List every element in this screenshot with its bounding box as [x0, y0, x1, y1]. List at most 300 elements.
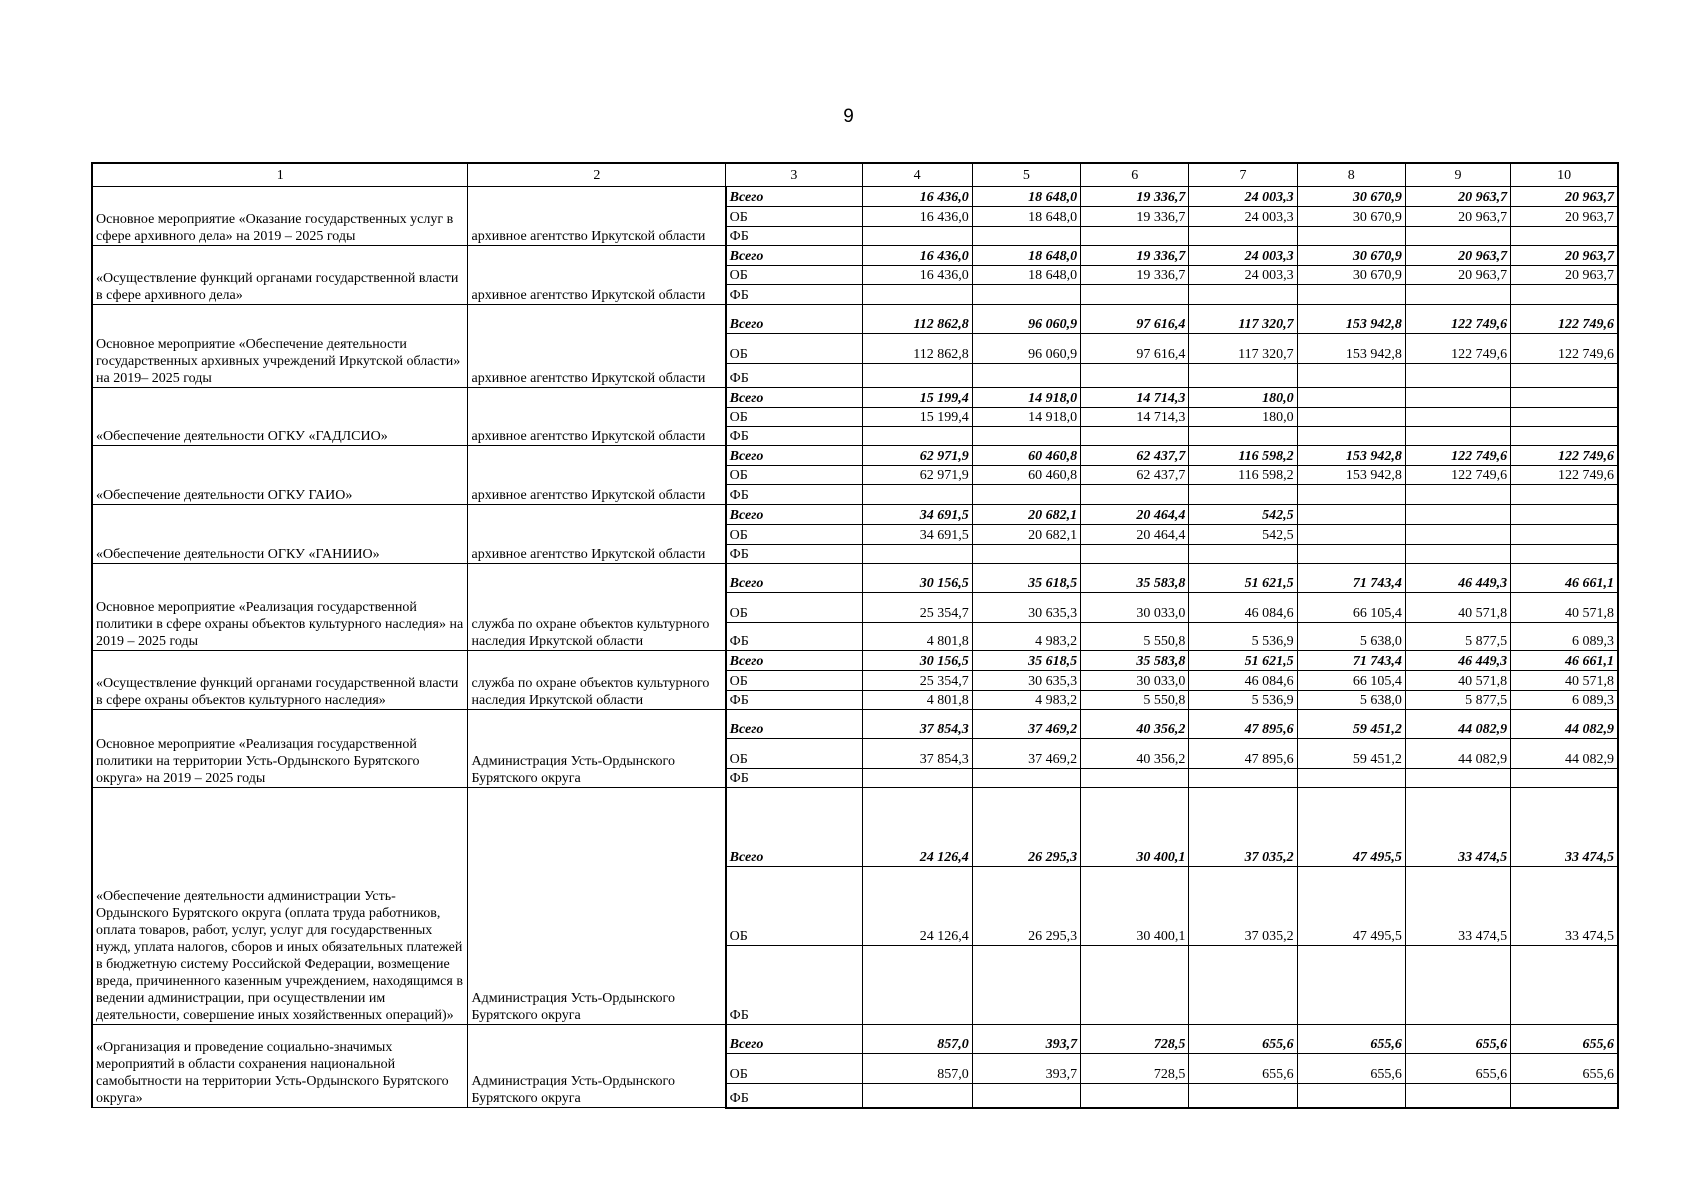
amount-cell: 47 495,5	[1297, 867, 1405, 946]
amount-cell	[862, 545, 972, 564]
amount-cell: 33 474,5	[1511, 867, 1618, 946]
amount-cell	[972, 946, 1080, 1025]
amount-cell: 51 621,5	[1189, 651, 1297, 671]
funding-source-ob: ОБ	[726, 466, 862, 485]
executor: архивное агентство Иркутской области	[468, 505, 726, 564]
amount-cell	[1189, 364, 1297, 388]
amount-cell	[862, 285, 972, 305]
amount-cell: 24 003,3	[1189, 266, 1297, 285]
funding-source-fb: ФБ	[726, 1084, 862, 1108]
amount-cell	[1081, 946, 1189, 1025]
amount-cell	[1511, 505, 1618, 525]
amount-cell: 24 003,3	[1189, 187, 1297, 207]
amount-cell: 20 963,7	[1511, 266, 1618, 285]
amount-cell: 47 895,6	[1189, 710, 1297, 739]
amount-cell	[1189, 545, 1297, 564]
amount-cell: 24 126,4	[862, 867, 972, 946]
funding-source-fb: ФБ	[726, 946, 862, 1025]
amount-cell: 655,6	[1405, 1025, 1510, 1054]
amount-cell: 393,7	[972, 1054, 1080, 1084]
funding-source-ob: ОБ	[726, 525, 862, 545]
amount-cell: 19 336,7	[1081, 207, 1189, 227]
amount-cell	[1405, 946, 1510, 1025]
amount-cell: 5 550,8	[1081, 623, 1189, 651]
row-2-total	[92, 246, 1618, 266]
amount-cell: 6 089,3	[1511, 623, 1618, 651]
amount-cell: 46 661,1	[1511, 651, 1618, 671]
amount-cell: 71 743,4	[1297, 651, 1405, 671]
amount-cell	[1405, 1084, 1510, 1108]
amount-cell	[1405, 427, 1510, 446]
amount-cell: 122 749,6	[1511, 446, 1618, 466]
funding-source-ob: ОБ	[726, 334, 862, 364]
amount-cell	[862, 364, 972, 388]
amount-cell: 655,6	[1297, 1025, 1405, 1054]
page-number: 9	[843, 106, 854, 127]
amount-cell: 14 714,3	[1081, 408, 1189, 427]
budget-table	[91, 162, 1619, 1109]
amount-cell	[972, 1084, 1080, 1108]
funding-source-ob: ОБ	[726, 593, 862, 623]
funding-source-fb: ФБ	[726, 227, 862, 246]
amount-cell	[1511, 545, 1618, 564]
amount-cell: 46 661,1	[1511, 564, 1618, 593]
amount-cell	[1405, 525, 1510, 545]
amount-cell	[1081, 1084, 1189, 1108]
funding-source-total: Всего	[726, 788, 862, 867]
amount-cell: 20 682,1	[972, 525, 1080, 545]
amount-cell: 393,7	[972, 1025, 1080, 1054]
amount-cell: 34 691,5	[862, 525, 972, 545]
column-header-9: 9	[1405, 163, 1510, 187]
amount-cell	[1511, 285, 1618, 305]
amount-cell	[972, 769, 1080, 788]
amount-cell: 40 571,8	[1405, 593, 1510, 623]
amount-cell: 62 437,7	[1081, 446, 1189, 466]
amount-cell: 30 033,0	[1081, 671, 1189, 691]
amount-cell: 6 089,3	[1511, 691, 1618, 710]
activity-name: «Осуществление функций органами государственной власти в сфере архивного дела»	[92, 246, 468, 305]
amount-cell	[1297, 408, 1405, 427]
amount-cell: 112 862,8	[862, 305, 972, 334]
amount-cell	[1297, 427, 1405, 446]
amount-cell: 655,6	[1511, 1054, 1618, 1084]
amount-cell: 66 105,4	[1297, 593, 1405, 623]
funding-source-fb: ФБ	[726, 285, 862, 305]
amount-cell	[1297, 525, 1405, 545]
column-header-10: 10	[1511, 163, 1618, 187]
funding-source-ob: ОБ	[726, 867, 862, 946]
amount-cell: 14 714,3	[1081, 388, 1189, 408]
amount-cell: 35 583,8	[1081, 564, 1189, 593]
amount-cell: 37 854,3	[862, 739, 972, 769]
amount-cell	[1405, 485, 1510, 505]
funding-source-total: Всего	[726, 446, 862, 466]
amount-cell: 47 895,6	[1189, 739, 1297, 769]
amount-cell: 14 918,0	[972, 388, 1080, 408]
amount-cell: 20 963,7	[1405, 246, 1510, 266]
amount-cell	[972, 227, 1080, 246]
amount-cell: 34 691,5	[862, 505, 972, 525]
activity-name: «Обеспечение деятельности ОГКУ ГАИО»	[92, 446, 468, 505]
amount-cell: 20 963,7	[1511, 187, 1618, 207]
amount-cell	[1511, 427, 1618, 446]
amount-cell: 153 942,8	[1297, 334, 1405, 364]
amount-cell: 30 670,9	[1297, 246, 1405, 266]
amount-cell	[1405, 545, 1510, 564]
funding-source-total: Всего	[726, 305, 862, 334]
amount-cell: 857,0	[862, 1054, 972, 1084]
funding-source-fb: ФБ	[726, 769, 862, 788]
amount-cell: 15 199,4	[862, 408, 972, 427]
amount-cell: 117 320,7	[1189, 334, 1297, 364]
amount-cell: 96 060,9	[972, 334, 1080, 364]
amount-cell: 30 635,3	[972, 593, 1080, 623]
funding-source-ob: ОБ	[726, 739, 862, 769]
amount-cell: 14 918,0	[972, 408, 1080, 427]
amount-cell: 46 449,3	[1405, 564, 1510, 593]
amount-cell	[1405, 408, 1510, 427]
amount-cell: 40 571,8	[1405, 671, 1510, 691]
amount-cell: 30 400,1	[1081, 867, 1189, 946]
amount-cell: 16 436,0	[862, 207, 972, 227]
column-header-4: 4	[862, 163, 972, 187]
funding-source-total: Всего	[726, 246, 862, 266]
amount-cell: 153 942,8	[1297, 446, 1405, 466]
amount-cell: 18 648,0	[972, 207, 1080, 227]
amount-cell: 18 648,0	[972, 266, 1080, 285]
amount-cell: 26 295,3	[972, 867, 1080, 946]
column-header-7: 7	[1189, 163, 1297, 187]
amount-cell: 4 801,8	[862, 691, 972, 710]
amount-cell: 655,6	[1189, 1025, 1297, 1054]
amount-cell: 122 749,6	[1405, 466, 1510, 485]
amount-cell: 97 616,4	[1081, 334, 1189, 364]
amount-cell	[1405, 364, 1510, 388]
amount-cell: 542,5	[1189, 505, 1297, 525]
amount-cell	[1511, 388, 1618, 408]
amount-cell: 4 983,2	[972, 691, 1080, 710]
activity-name: Основное мероприятие «Реализация государственной политики на территории Усть-Ордынского Бурятского округа» на 2019 – 2025 годы	[92, 710, 468, 788]
amount-cell: 60 460,8	[972, 446, 1080, 466]
amount-cell: 33 474,5	[1405, 867, 1510, 946]
amount-cell	[972, 545, 1080, 564]
amount-cell: 24 126,4	[862, 788, 972, 867]
amount-cell: 4 983,2	[972, 623, 1080, 651]
amount-cell: 40 356,2	[1081, 739, 1189, 769]
amount-cell: 30 400,1	[1081, 788, 1189, 867]
amount-cell: 40 356,2	[1081, 710, 1189, 739]
amount-cell: 122 749,6	[1405, 446, 1510, 466]
amount-cell: 62 971,9	[862, 466, 972, 485]
amount-cell: 30 033,0	[1081, 593, 1189, 623]
amount-cell: 33 474,5	[1511, 788, 1618, 867]
amount-cell: 59 451,2	[1297, 739, 1405, 769]
amount-cell: 5 638,0	[1297, 691, 1405, 710]
amount-cell	[1511, 769, 1618, 788]
amount-cell: 18 648,0	[972, 246, 1080, 266]
amount-cell	[1189, 427, 1297, 446]
amount-cell: 47 495,5	[1297, 788, 1405, 867]
column-header-6: 6	[1081, 163, 1189, 187]
amount-cell: 46 084,6	[1189, 593, 1297, 623]
amount-cell: 20 963,7	[1405, 187, 1510, 207]
funding-source-fb: ФБ	[726, 427, 862, 446]
amount-cell	[1297, 545, 1405, 564]
executor: Администрация Усть-Ордынского Бурятского округа	[468, 710, 726, 788]
amount-cell: 66 105,4	[1297, 671, 1405, 691]
amount-cell: 153 942,8	[1297, 305, 1405, 334]
amount-cell	[1511, 364, 1618, 388]
row-3-total	[92, 305, 1618, 334]
amount-cell: 46 084,6	[1189, 671, 1297, 691]
amount-cell	[1297, 946, 1405, 1025]
activity-name: Основное мероприятие «Обеспечение деятельности государственных архивных учреждений Иркутской области» на 2019– 2025 годы	[92, 305, 468, 388]
amount-cell: 15 199,4	[862, 388, 972, 408]
amount-cell	[862, 769, 972, 788]
executor: архивное агентство Иркутской области	[468, 446, 726, 505]
amount-cell: 153 942,8	[1297, 466, 1405, 485]
executor: архивное агентство Иркутской области	[468, 187, 726, 246]
amount-cell	[1297, 505, 1405, 525]
funding-source-ob: ОБ	[726, 1054, 862, 1084]
amount-cell	[1189, 769, 1297, 788]
amount-cell: 25 354,7	[862, 671, 972, 691]
amount-cell: 116 598,2	[1189, 446, 1297, 466]
funding-source-ob: ОБ	[726, 671, 862, 691]
amount-cell	[1405, 505, 1510, 525]
amount-cell: 542,5	[1189, 525, 1297, 545]
amount-cell: 122 749,6	[1511, 305, 1618, 334]
amount-cell: 20 963,7	[1405, 266, 1510, 285]
amount-cell	[1405, 285, 1510, 305]
executor: архивное агентство Иркутской области	[468, 246, 726, 305]
amount-cell: 5 536,9	[1189, 691, 1297, 710]
amount-cell: 97 616,4	[1081, 305, 1189, 334]
executor: архивное агентство Иркутской области	[468, 388, 726, 446]
amount-cell: 37 035,2	[1189, 788, 1297, 867]
amount-cell: 20 464,4	[1081, 525, 1189, 545]
amount-cell	[972, 285, 1080, 305]
amount-cell	[1081, 227, 1189, 246]
executor: Администрация Усть-Ордынского Бурятского округа	[468, 1025, 726, 1108]
amount-cell	[1189, 285, 1297, 305]
amount-cell: 37 469,2	[972, 739, 1080, 769]
activity-name: «Обеспечение деятельности ОГКУ «ГАДЛСИО»	[92, 388, 468, 446]
amount-cell	[1081, 427, 1189, 446]
amount-cell: 33 474,5	[1405, 788, 1510, 867]
funding-source-total: Всего	[726, 651, 862, 671]
amount-cell	[1297, 285, 1405, 305]
amount-cell	[862, 946, 972, 1025]
amount-cell	[1511, 1084, 1618, 1108]
executor: архивное агентство Иркутской области	[468, 305, 726, 388]
amount-cell: 655,6	[1511, 1025, 1618, 1054]
amount-cell	[1189, 485, 1297, 505]
header-row	[92, 163, 1618, 187]
amount-cell: 62 971,9	[862, 446, 972, 466]
row-5-total	[92, 446, 1618, 466]
amount-cell: 51 621,5	[1189, 564, 1297, 593]
amount-cell: 25 354,7	[862, 593, 972, 623]
amount-cell: 46 449,3	[1405, 651, 1510, 671]
amount-cell	[972, 485, 1080, 505]
amount-cell	[862, 1084, 972, 1108]
amount-cell: 71 743,4	[1297, 564, 1405, 593]
amount-cell: 40 571,8	[1511, 593, 1618, 623]
amount-cell: 20 464,4	[1081, 505, 1189, 525]
amount-cell: 35 618,5	[972, 564, 1080, 593]
funding-source-fb: ФБ	[726, 691, 862, 710]
amount-cell: 96 060,9	[972, 305, 1080, 334]
amount-cell	[1189, 946, 1297, 1025]
amount-cell: 5 877,5	[1405, 691, 1510, 710]
amount-cell: 655,6	[1189, 1054, 1297, 1084]
amount-cell	[1297, 364, 1405, 388]
amount-cell	[1511, 408, 1618, 427]
amount-cell: 20 963,7	[1511, 246, 1618, 266]
row-1-total	[92, 187, 1618, 207]
activity-name: Основное мероприятие «Оказание государственных услуг в сфере архивного дела» на 2019 – 2025 годы	[92, 187, 468, 246]
amount-cell	[1297, 485, 1405, 505]
amount-cell: 20 682,1	[972, 505, 1080, 525]
amount-cell	[1511, 946, 1618, 1025]
amount-cell	[1081, 364, 1189, 388]
amount-cell: 655,6	[1405, 1054, 1510, 1084]
amount-cell	[1189, 227, 1297, 246]
amount-cell: 37 854,3	[862, 710, 972, 739]
amount-cell	[972, 427, 1080, 446]
row-7-total	[92, 564, 1618, 593]
executor: служба по охране объектов культурного наследия Иркутской области	[468, 651, 726, 710]
amount-cell: 24 003,3	[1189, 207, 1297, 227]
activity-name: «Осуществление функций органами государственной власти в сфере охраны объектов культурного наследия»	[92, 651, 468, 710]
amount-cell: 5 877,5	[1405, 623, 1510, 651]
amount-cell	[1297, 1084, 1405, 1108]
amount-cell	[862, 427, 972, 446]
executor: служба по охране объектов культурного наследия Иркутской области	[468, 564, 726, 651]
amount-cell: 35 618,5	[972, 651, 1080, 671]
amount-cell	[1081, 285, 1189, 305]
amount-cell: 857,0	[862, 1025, 972, 1054]
amount-cell	[1297, 769, 1405, 788]
amount-cell	[1081, 485, 1189, 505]
funding-source-total: Всего	[726, 388, 862, 408]
column-header-2: 2	[468, 163, 726, 187]
amount-cell: 16 436,0	[862, 187, 972, 207]
amount-cell: 16 436,0	[862, 246, 972, 266]
amount-cell	[1405, 227, 1510, 246]
row-10-total	[92, 788, 1618, 867]
amount-cell	[1405, 388, 1510, 408]
amount-cell: 40 571,8	[1511, 671, 1618, 691]
amount-cell: 5 536,9	[1189, 623, 1297, 651]
funding-source-ob: ОБ	[726, 408, 862, 427]
amount-cell: 44 082,9	[1511, 710, 1618, 739]
activity-name: Основное мероприятие «Реализация государственной политики в сфере охраны объектов культурного наследия» на 2019 – 2025 годы	[92, 564, 468, 651]
amount-cell: 4 801,8	[862, 623, 972, 651]
funding-source-total: Всего	[726, 187, 862, 207]
funding-source-total: Всего	[726, 710, 862, 739]
amount-cell	[862, 485, 972, 505]
column-header-5: 5	[972, 163, 1080, 187]
row-8-total	[92, 651, 1618, 671]
amount-cell: 59 451,2	[1297, 710, 1405, 739]
amount-cell	[862, 227, 972, 246]
amount-cell	[1405, 769, 1510, 788]
amount-cell: 16 436,0	[862, 266, 972, 285]
amount-cell	[1511, 485, 1618, 505]
amount-cell: 122 749,6	[1405, 305, 1510, 334]
amount-cell: 44 082,9	[1405, 710, 1510, 739]
amount-cell	[1189, 1084, 1297, 1108]
amount-cell: 5 550,8	[1081, 691, 1189, 710]
amount-cell	[1081, 545, 1189, 564]
amount-cell: 122 749,6	[1511, 466, 1618, 485]
funding-source-total: Всего	[726, 505, 862, 525]
amount-cell: 30 156,5	[862, 651, 972, 671]
amount-cell: 655,6	[1297, 1054, 1405, 1084]
amount-cell: 122 749,6	[1405, 334, 1510, 364]
amount-cell	[1297, 388, 1405, 408]
amount-cell: 37 035,2	[1189, 867, 1297, 946]
activity-name: «Организация и проведение социально-значимых мероприятий в области сохранения национальной самобытности на территории Усть-Ордынского Бурятского округа»	[92, 1025, 468, 1108]
row-4-total	[92, 388, 1618, 408]
amount-cell: 35 583,8	[1081, 651, 1189, 671]
amount-cell: 5 638,0	[1297, 623, 1405, 651]
amount-cell	[1511, 227, 1618, 246]
amount-cell: 20 963,7	[1405, 207, 1510, 227]
amount-cell: 112 862,8	[862, 334, 972, 364]
column-header-8: 8	[1297, 163, 1405, 187]
amount-cell: 19 336,7	[1081, 246, 1189, 266]
amount-cell: 37 469,2	[972, 710, 1080, 739]
row-11-total	[92, 1025, 1618, 1054]
amount-cell: 30 670,9	[1297, 266, 1405, 285]
amount-cell: 30 156,5	[862, 564, 972, 593]
amount-cell	[1081, 769, 1189, 788]
amount-cell	[1511, 525, 1618, 545]
amount-cell: 728,5	[1081, 1025, 1189, 1054]
funding-source-ob: ОБ	[726, 266, 862, 285]
amount-cell: 62 437,7	[1081, 466, 1189, 485]
row-9-total	[92, 710, 1618, 739]
amount-cell: 116 598,2	[1189, 466, 1297, 485]
amount-cell: 30 670,9	[1297, 187, 1405, 207]
amount-cell: 24 003,3	[1189, 246, 1297, 266]
amount-cell: 117 320,7	[1189, 305, 1297, 334]
column-header-1: 1	[92, 163, 468, 187]
amount-cell: 20 963,7	[1511, 207, 1618, 227]
funding-source-total: Всего	[726, 1025, 862, 1054]
amount-cell: 26 295,3	[972, 788, 1080, 867]
amount-cell: 44 082,9	[1511, 739, 1618, 769]
amount-cell: 180,0	[1189, 408, 1297, 427]
amount-cell: 19 336,7	[1081, 187, 1189, 207]
row-6-total	[92, 505, 1618, 525]
amount-cell: 19 336,7	[1081, 266, 1189, 285]
amount-cell: 122 749,6	[1511, 334, 1618, 364]
funding-source-fb: ФБ	[726, 623, 862, 651]
amount-cell	[1297, 227, 1405, 246]
amount-cell: 180,0	[1189, 388, 1297, 408]
activity-name: «Обеспечение деятельности ОГКУ «ГАНИИО»	[92, 505, 468, 564]
amount-cell: 30 670,9	[1297, 207, 1405, 227]
activity-name: «Обеспечение деятельности администрации Усть-Ордынского Бурятского округа (оплата труда работников, оплата товаров, работ, услуг, услуг для государственных нужд, уплата налогов, сборов и иных обязательных платежей в бюджетную систему Российской Федерации, возмещение вреда, причиненного казенным учреждением, находящимся в ведении администрации, при осуществлении им деятельности, совершение иных хозяйственных операций)»	[92, 788, 468, 1025]
funding-source-ob: ОБ	[726, 207, 862, 227]
amount-cell: 30 635,3	[972, 671, 1080, 691]
amount-cell: 44 082,9	[1405, 739, 1510, 769]
